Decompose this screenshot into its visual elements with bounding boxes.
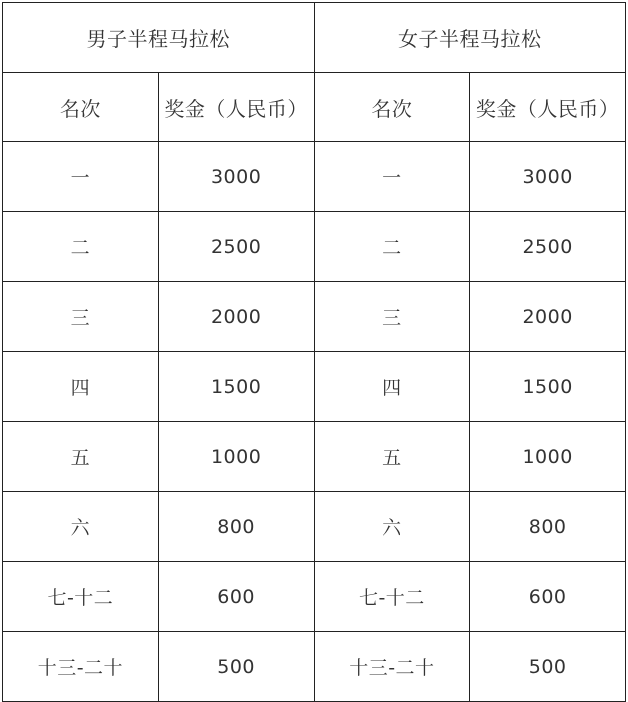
- women-prize-cell: 1000: [470, 422, 626, 492]
- women-rank-cell: 一: [314, 142, 470, 212]
- women-prize-cell: 2500: [470, 212, 626, 282]
- men-prize-cell: 500: [158, 632, 314, 702]
- men-rank-cell: 七-十二: [3, 562, 159, 632]
- table-row: [3, 352, 626, 422]
- men-prize-cell: 1500: [158, 352, 314, 422]
- women-rank-cell: 三: [314, 282, 470, 352]
- men-rank-cell: 六: [3, 492, 159, 562]
- table-row: [3, 562, 626, 632]
- women-rank-cell: 五: [314, 422, 470, 492]
- table-row: [3, 142, 626, 212]
- women-prize-cell: 600: [470, 562, 626, 632]
- men-prize-cell: 600: [158, 562, 314, 632]
- table-row: [3, 632, 626, 702]
- women-rank-header: 名次: [314, 73, 470, 142]
- men-prize-cell: 800: [158, 492, 314, 562]
- women-prize-header: 奖金（人民币）: [470, 73, 626, 142]
- women-prize-cell: 3000: [470, 142, 626, 212]
- table-row: [3, 422, 626, 492]
- women-rank-cell: 四: [314, 352, 470, 422]
- table-row: [3, 282, 626, 352]
- men-rank-header: 名次: [3, 73, 159, 142]
- men-rank-cell: 一: [3, 142, 159, 212]
- men-prize-cell: 1000: [158, 422, 314, 492]
- prize-table: [2, 2, 626, 702]
- men-prize-cell: 2000: [158, 282, 314, 352]
- men-rank-cell: 五: [3, 422, 159, 492]
- women-half-marathon-title: 女子半程马拉松: [314, 3, 626, 73]
- table-row: [3, 492, 626, 562]
- men-rank-cell: 十三-二十: [3, 632, 159, 702]
- women-prize-cell: 2000: [470, 282, 626, 352]
- women-rank-cell: 二: [314, 212, 470, 282]
- women-rank-cell: 七-十二: [314, 562, 470, 632]
- women-prize-cell: 1500: [470, 352, 626, 422]
- men-rank-cell: 四: [3, 352, 159, 422]
- table-title-row: [3, 3, 626, 73]
- men-prize-cell: 2500: [158, 212, 314, 282]
- women-prize-cell: 800: [470, 492, 626, 562]
- men-half-marathon-title: 男子半程马拉松: [3, 3, 315, 73]
- women-rank-cell: 十三-二十: [314, 632, 470, 702]
- women-rank-cell: 六: [314, 492, 470, 562]
- women-prize-cell: 500: [470, 632, 626, 702]
- men-prize-header: 奖金（人民币）: [158, 73, 314, 142]
- table-header-row: [3, 73, 626, 142]
- men-prize-cell: 3000: [158, 142, 314, 212]
- men-rank-cell: 三: [3, 282, 159, 352]
- men-rank-cell: 二: [3, 212, 159, 282]
- table-row: [3, 212, 626, 282]
